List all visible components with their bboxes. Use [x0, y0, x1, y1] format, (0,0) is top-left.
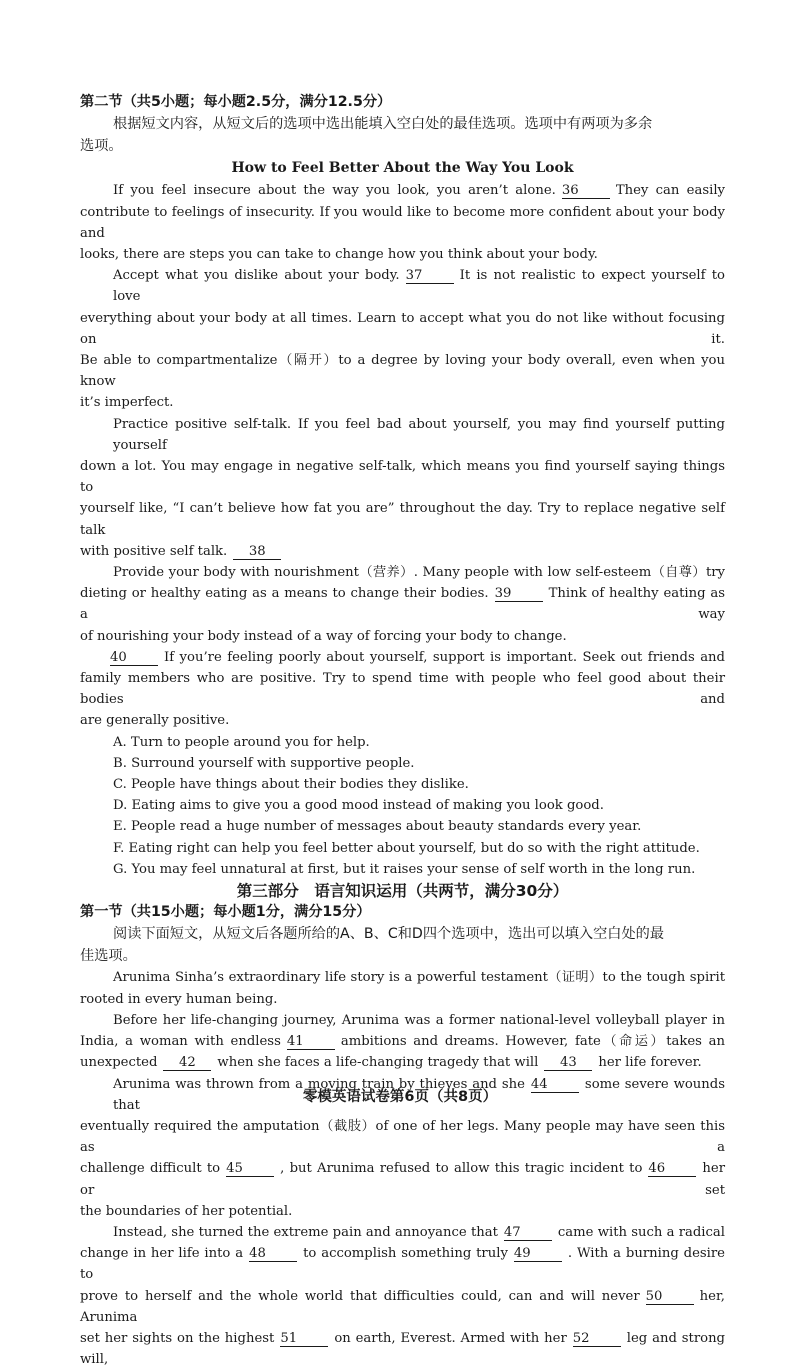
passage-line: Be able to compartmentalize（隔开）to a degree by loving your body overall, even when you know — [80, 353, 725, 390]
text: , but Arunima refused to allow this tragic incident to — [280, 1161, 643, 1177]
passage-line — [80, 583, 725, 625]
text: dieting or healthy eating as a means to change their bodies. — [80, 586, 489, 602]
part3-title: 第三部分 语言知识运用（共两节，满分30分） — [236, 882, 569, 901]
section2-instruction-cont: 选项。 — [80, 137, 123, 154]
blank-37: 37 — [406, 268, 454, 284]
blank-49: 49 — [514, 1246, 562, 1262]
part3-section1-heading: 第一节（共15小题；每小题1分，满分15分） — [80, 904, 371, 921]
cloze-line: Arunima Sinha’s extraordinary life story is a powerful testament（证明）to the tough spirit — [113, 970, 725, 986]
blank-36: 36 — [562, 183, 610, 199]
text: They can easily — [615, 183, 725, 199]
text: It is not realistic to expect yourself to love — [113, 268, 725, 305]
blank-45: 45 — [226, 1161, 274, 1177]
cloze-line: Before her life-changing journey, Arunima was a former national-level volleyball player in — [113, 1012, 725, 1028]
blank-47: 47 — [504, 1225, 552, 1241]
text: prove to herself and the whole world that difficulties could, can and will never — [80, 1288, 640, 1304]
option-b: B. Surround yourself with supportive people. — [113, 755, 415, 771]
part3-instruction-cont: 佳选项。 — [80, 947, 137, 964]
passage-line: it’s imperfect. — [80, 395, 174, 411]
blank-52: 52 — [573, 1331, 621, 1347]
part3-instruction: 阅读下面短文，从短文后各题所给的A、B、C和D四个选项中，选出可以填入空白处的最 — [113, 925, 665, 942]
text: If you feel insecure about the way you look, you aren’t alone. — [113, 183, 556, 199]
text: challenge difficult to — [80, 1161, 221, 1177]
text: ambitions and dreams. However, fate（命运）takes an — [340, 1034, 725, 1050]
option-g: G. You may feel unnatural at first, but it raises your sense of self worth in the long run. — [113, 861, 696, 877]
passage-line — [80, 180, 725, 201]
cloze-line — [80, 1158, 725, 1200]
option-e: E. People read a huge number of messages about beauty standards every year. — [113, 819, 642, 835]
option-d: D. Eating aims to give you a good mood instead of making you look good. — [113, 798, 604, 814]
text: Accept what you dislike about your body. — [113, 268, 400, 284]
cloze-line — [80, 1243, 725, 1285]
text: Think of healthy eating as a way — [80, 586, 726, 623]
text: her life forever. — [598, 1055, 702, 1071]
passage-line: everything about your body at all times. Learn to accept what you do not like without focusing on it. — [80, 310, 725, 347]
text: Arunima was thrown from a moving train by thieves and she — [113, 1076, 525, 1092]
blank-48: 48 — [249, 1246, 297, 1262]
cloze-line — [80, 1328, 725, 1370]
blank-39: 39 — [495, 586, 543, 602]
passage-line — [80, 647, 725, 668]
blank-51: 51 — [280, 1331, 328, 1347]
option-c: C. People have things about their bodies they dislike. — [113, 777, 469, 793]
blank-44: 44 — [531, 1077, 579, 1093]
exam-page — [80, 92, 725, 1370]
text: came with such a radical — [557, 1224, 725, 1240]
text: to accomplish something truly — [303, 1246, 508, 1262]
passage-line: Practice positive self-talk. If you feel bad about yourself, you may find yourself putting yourself — [113, 416, 725, 453]
cloze-line — [80, 1052, 725, 1073]
passage-line — [80, 265, 725, 307]
text: unexpected — [80, 1055, 158, 1071]
blank-43: 43 — [544, 1055, 592, 1071]
blank-46: 46 — [648, 1161, 696, 1177]
passage-line: looks, there are steps you can take to change how you think about your body. — [80, 247, 598, 262]
text: leg and strong will, — [80, 1330, 725, 1368]
text: when she faces a life-changing tragedy that will — [217, 1055, 539, 1071]
blank-40: 40 — [110, 650, 158, 666]
cloze-line — [80, 1031, 725, 1052]
cloze-line — [80, 1286, 725, 1328]
text: India, a woman with endless — [80, 1034, 281, 1050]
option-f: F. Eating right can help you feel better about yourself, but do so with the right attitude. — [113, 840, 700, 856]
text: her, Arunima — [80, 1288, 725, 1325]
text: set her sights on the highest — [80, 1330, 275, 1346]
text: her or set — [80, 1161, 725, 1198]
text: . With a burning desire to — [80, 1246, 725, 1283]
passage-line: contribute to feelings of insecurity. If you would like to become more confident about your body and — [80, 204, 725, 241]
section2-heading: 第二节（共5小题；每小题2.5分，满分12.5分） — [80, 94, 392, 110]
passage-title: How to Feel Better About the Way You Look — [231, 160, 574, 177]
text: If you’re feeling poorly about yourself, support is important. Seek out friends and — [164, 649, 725, 665]
passage-line: family members who are positive. Try to spend time with people who feel good about their bodies and — [80, 671, 725, 708]
blank-42: 42 — [163, 1055, 211, 1071]
text: with positive self talk. — [80, 543, 228, 559]
passage-line: down a lot. You may engage in negative self-talk, which means you find yourself saying things to — [80, 459, 725, 496]
cloze-line — [80, 1222, 725, 1243]
passage-line: of nourishing your body instead of a way of forcing your body to change. — [80, 628, 567, 644]
cloze-line: the boundaries of her potential. — [80, 1203, 293, 1219]
passage-line: yourself like, “I can’t believe how fat you are” throughout the day. Try to replace negative self talk — [80, 501, 725, 538]
blank-41: 41 — [287, 1034, 335, 1050]
passage-line: Provide your body with nourishment（营养）. Many people with low self-esteem（自尊）try — [113, 565, 725, 581]
page-footer: 零模英语试卷第6页（共8页） — [302, 1089, 498, 1105]
passage-line — [80, 541, 725, 562]
text: Instead, she turned the extreme pain and annoyance that — [113, 1224, 498, 1240]
blank-38: 38 — [233, 544, 281, 560]
section2-instruction: 根据短文内容，从短文后的选项中选出能填入空白处的最佳选项。选项中有两项为多余 — [113, 115, 653, 132]
cloze-line: eventually required the amputation（截肢）of one of her legs. Many people may have seen this as a — [80, 1118, 725, 1156]
text: on earth, Everest. Armed with her — [334, 1330, 567, 1346]
text: some severe wounds that — [113, 1076, 725, 1113]
passage-line: are generally positive. — [80, 713, 230, 729]
text: change in her life into a — [80, 1246, 244, 1262]
option-a: A. Turn to people around you for help. — [113, 734, 370, 750]
blank-50: 50 — [646, 1289, 694, 1305]
cloze-line: rooted in every human being. — [80, 991, 278, 1007]
